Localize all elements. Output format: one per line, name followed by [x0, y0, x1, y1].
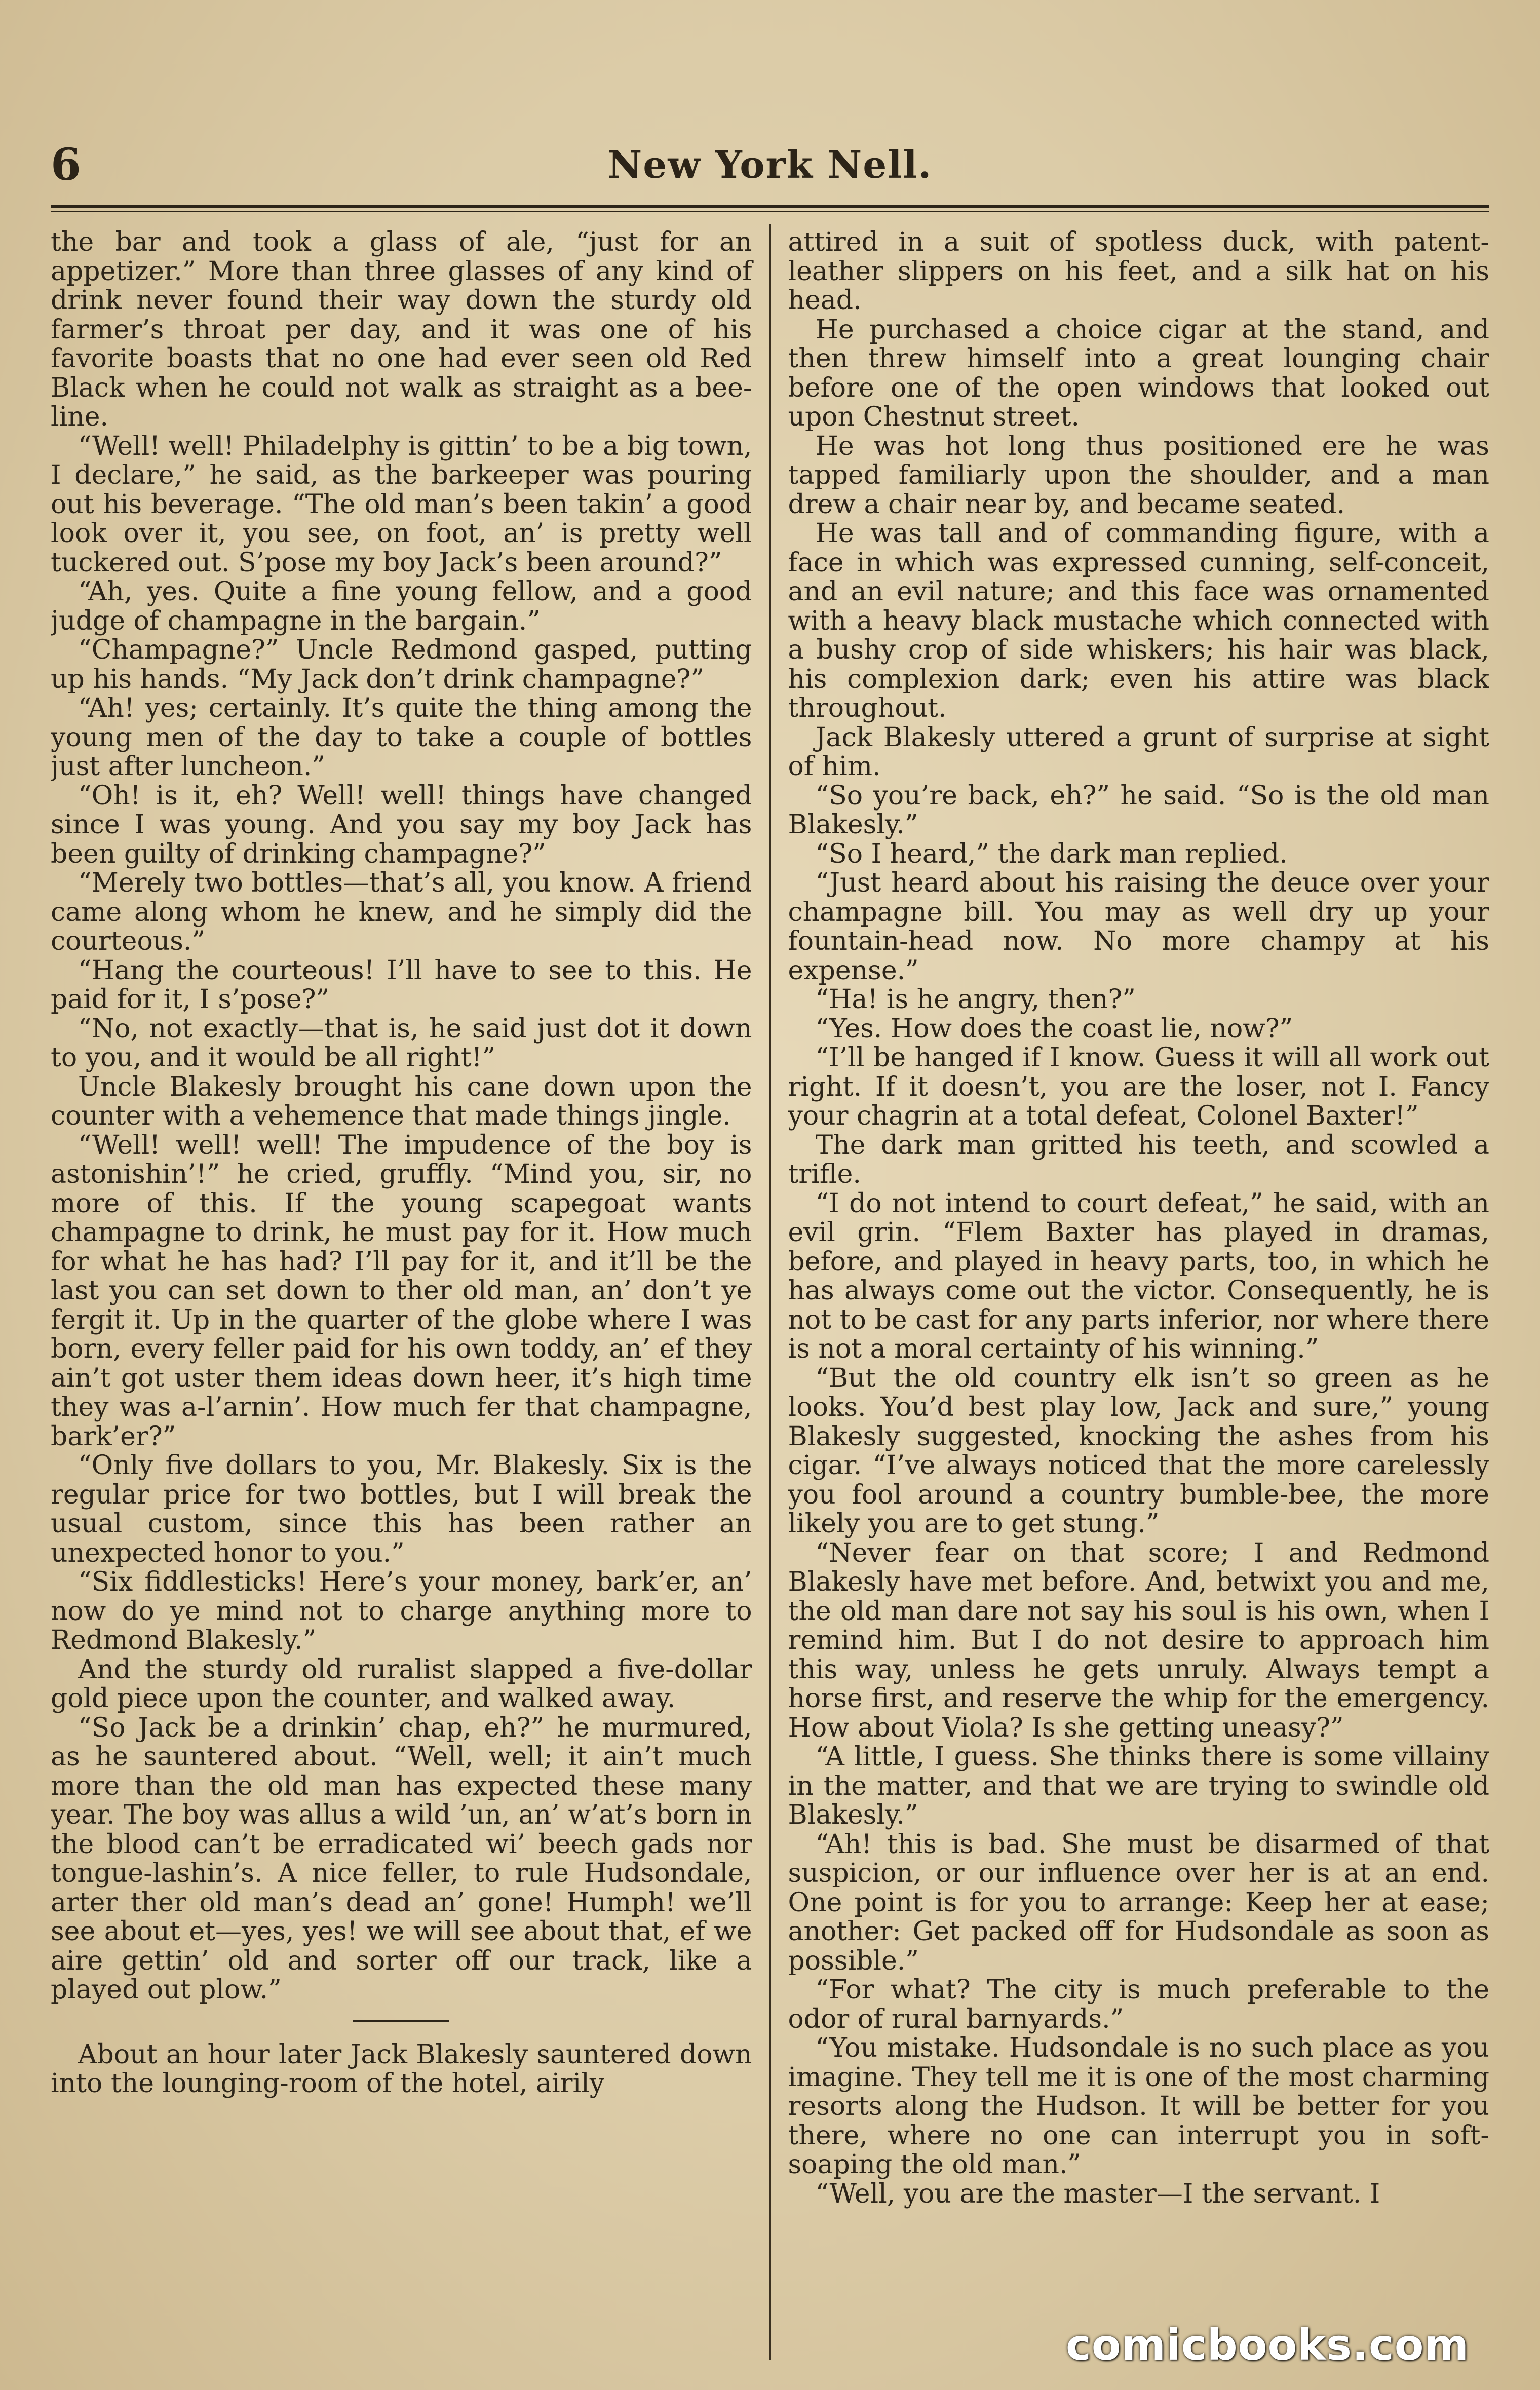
paragraph: “Well! well! Philadelphy is gittin’ to be a big town, I declare,” he said, as the barkeeper was pouring out his beverage. “The old man’s been takin’ a good look over it, you see, on foot, an’ is pretty well tuckered out. S’pose my boy Jack’s been around?”: [51, 431, 752, 578]
section-break-rule: [353, 2020, 449, 2022]
paragraph: “Oh! is it, eh? Well! well! things have changed since I was young. And you say my boy Jack has been guilty of drinking champagne?”: [51, 780, 752, 869]
paragraph: “Well! well! well! The impudence of the boy is astonishin’!” he cried, gruffly. “Mind you, sir, no more of this. If the young scapegoat wants champagne to drink, he must pay for it. How much for what he has had? I’ll pay for it, and it’ll be the last you can set down to ther old man, an’ don’t ye fergit it. Up in the quarter of the globe where I was born, every feller paid for his own toddy, an’ ef they ain’t got uster them ideas down heer, it’s high time they was a-l’arnin’. How much fer that champagne, bark’er?”: [51, 1130, 752, 1452]
paragraph: And the sturdy old ruralist slapped a five-dollar gold piece upon the counter, and walked away.: [51, 1654, 752, 1714]
paragraph: “No, not exactly—that is, he said just dot it down to you, and it would be all right!”: [51, 1013, 752, 1073]
running-title: New York Nell.: [607, 143, 933, 187]
paragraph: “Only five dollars to you, Mr. Blakesly. Six is the regular price for two bottles, but I will break the usual custom, since this has been rather an unexpected honor to you.”: [51, 1450, 752, 1568]
paragraph: “Six fiddlesticks! Here’s your money, bark’er, an’ now do ye mind not to charge anything more to Redmond Blakesly.”: [51, 1567, 752, 1655]
paragraph: “So Jack be a drinkin’ chap, eh?” he murmured, as he sauntered about. “Well, well; it ain’t much more than the old man has expected these many year. The boy was allus a wild ’un, an’ w’at’s born in the blood can’t be erradicated wi’ beech gads nor tongue-lashin’s. A nice feller, to rule Hudsondale, arter ther old man’s dead an’ gone! Humph! we’ll see about et—yes, yes! we will see about that, ef we aire gettin’ old and sorter off our track, like a played out plow.”: [51, 1712, 752, 2005]
paragraph: The dark man gritted his teeth, and scowled a trifle.: [788, 1130, 1489, 1189]
paragraph: “So you’re back, eh?” he said. “So is the old man Blakesly.”: [788, 780, 1489, 840]
paragraph: “Just heard about his raising the deuce over your champagne bill. You may as well dry up your fountain-head now. No more champy at his expense.”: [788, 868, 1489, 986]
paragraph: He was hot long thus positioned ere he was tapped familiarly upon the shoulder, and a man drew a chair near by, and became seated.: [788, 431, 1489, 520]
paragraph: “Ah! yes; certainly. It’s quite the thing among the young men of the day to take a couple of bottles just after luncheon.”: [51, 693, 752, 782]
paragraph: He was tall and of commanding figure, with a face in which was expressed cunning, self-conceit, and an evil nature; and this face was ornamented with a heavy black mustache which connected with a bushy crop of side whiskers; his hair was black, his complexion dark; even his attire was black throughout.: [788, 518, 1489, 723]
page-number: 6: [51, 139, 81, 190]
paragraph: “But the old country elk isn’t so green as he looks. You’d best play low, Jack and sure,” young Blakesly suggested, knocking the ashes from his cigar. “I’ve always noticed that the more carelessly you fool around a country bumble-bee, the more likely you are to get stung.”: [788, 1363, 1489, 1539]
paragraph: Jack Blakesly uttered a grunt of surprise at sight of him.: [788, 722, 1489, 782]
paragraph: About an hour later Jack Blakesly sauntered down into the lounging-room of the hotel, airily: [51, 2039, 752, 2099]
paragraph: “Ha! is he angry, then?”: [815, 984, 1136, 1015]
paragraph: “Well, you are the master—I the servant. I: [815, 2178, 1380, 2209]
right-column: [771, 228, 1490, 2360]
header-rule-thin: [51, 211, 1489, 212]
paragraph: “Ah! this is bad. She must be disarmed of that suspicion, or our influence over her is at an end. One point is for you to arrange: Keep her at ease; another: Get packed off for Hudsondale as soon as possible.”: [788, 1829, 1489, 1976]
paragraph: “So I heard,” the dark man replied.: [815, 838, 1288, 869]
header-rule: [51, 205, 1489, 208]
paragraph: “A little, I guess. She thinks there is some villainy in the matter, and that we are trying to swindle old Blakesly.”: [788, 1742, 1489, 1830]
paragraph: He purchased a choice cigar at the stand, and then threw himself into a great lounging chair before one of the open windows that looked out upon Chestnut street.: [788, 314, 1489, 432]
watermark: comicbooks.com: [1066, 2320, 1469, 2370]
paragraph: “I’ll be hanged if I know. Guess it will all work out right. If it doesn’t, you are the loser, not I. Fancy your chagrin at a total defeat, Colonel Baxter!”: [788, 1043, 1489, 1131]
text-columns: [51, 228, 1489, 2360]
paragraph: “You mistake. Hudsondale is no such place as you imagine. They tell me it is one of the most charming resorts along the Hudson. It will be better for you there, where no one can interrupt you in soft-soaping the old man.”: [788, 2033, 1489, 2180]
paragraph: “Ah, yes. Quite a fine young fellow, and a good judge of champagne in the bargain.”: [51, 576, 752, 636]
page-header: [51, 129, 1489, 205]
paragraph: “Never fear on that score; I and Redmond Blakesly have met before. And, betwixt you and me, the old man dare not say his soul is his own, when I remind him. But I do not desire to approach him this way, unless he gets unruly. Always tempt a horse first, and reserve the whip for the emergency. How about Viola? Is she getting uneasy?”: [788, 1537, 1489, 1743]
paragraph: “Hang the courteous! I’ll have to see to this. He paid for it, I s’pose?”: [51, 955, 752, 1015]
paragraph: the bar and took a glass of ale, “just for an appetizer.” More than three glasses of any kind of drink never found their way down the sturdy old farmer’s throat per day, and it was one of his favorite boasts that no one had ever seen old Red Black when he could not walk as straight as a bee-line.: [51, 228, 752, 432]
paragraph: “Merely two bottles—that’s all, you know. A friend came along whom he knew, and he simply did the courteous.”: [51, 868, 752, 956]
left-column: [51, 228, 769, 2360]
paragraph: “I do not intend to court defeat,” he said, with an evil grin. “Flem Baxter has played in dramas, before, and played in heavy parts, too, in which he has always come out the victor. Consequently, he is not to be cast for any parts inferior, nor where there is not a moral certainty of his winning.”: [788, 1188, 1489, 1364]
paragraph: “Yes. How does the coast lie, now?”: [815, 1013, 1293, 1044]
paragraph: “Champagne?” Uncle Redmond gasped, putting up his hands. “My Jack don’t drink champagne?”: [51, 635, 752, 695]
paragraph: “For what? The city is much preferable to the odor of rural barnyards.”: [788, 1975, 1489, 2034]
paragraph: attired in a suit of spotless duck, with patent-leather slippers on his feet, and a silk hat on his head.: [788, 228, 1489, 316]
paragraph: Uncle Blakesly brought his cane down upon the counter with a vehemence that made things jingle.: [51, 1071, 752, 1131]
